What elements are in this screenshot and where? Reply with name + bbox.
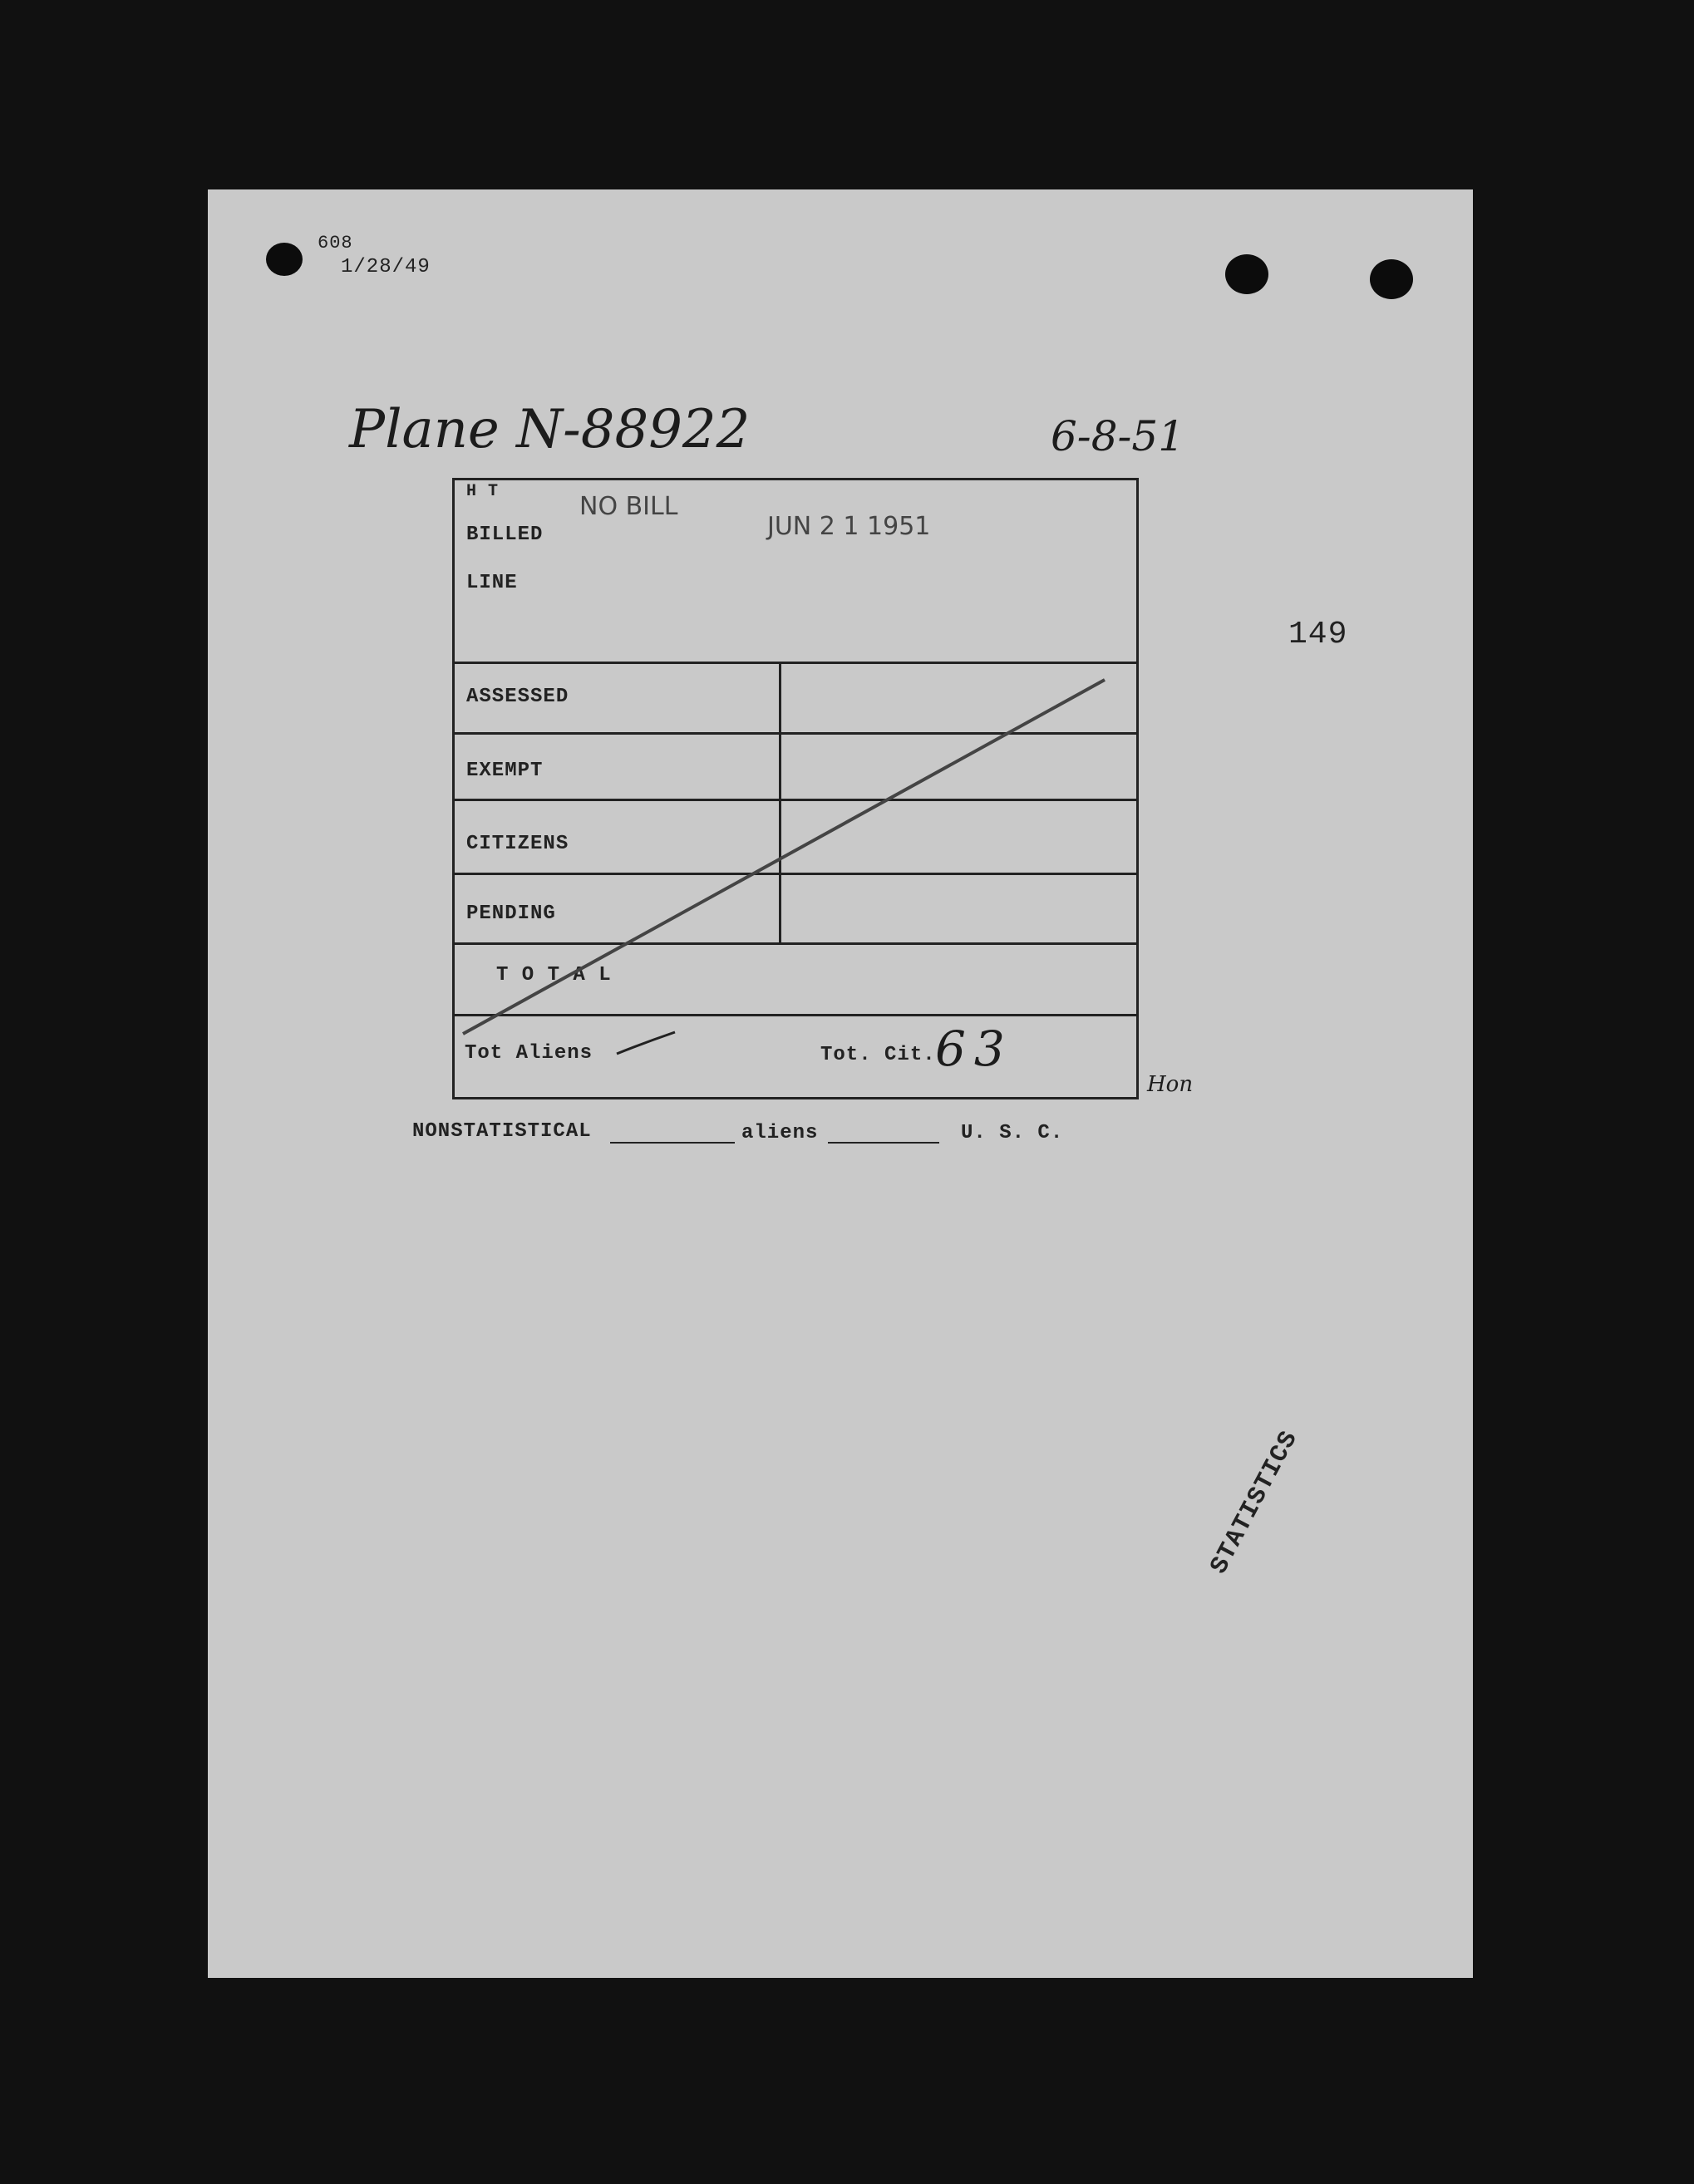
cancel-line-overlay xyxy=(455,480,1136,1097)
handwritten-initials: Hon xyxy=(1147,1072,1194,1097)
handwritten-tot-cit-value: 63 xyxy=(935,1021,1013,1077)
aliens-label: aliens xyxy=(741,1122,819,1144)
row-assessed: ASSESSED xyxy=(466,686,569,708)
aliens-blank xyxy=(828,1142,939,1144)
row-pending: PENDING xyxy=(466,903,556,925)
handwritten-date: 6-8-51 xyxy=(1051,412,1185,460)
punch-hole-right xyxy=(1370,259,1413,299)
row-total: T O T A L xyxy=(496,964,612,986)
statistics-stamp: STATISTICS xyxy=(1205,1426,1305,1579)
ht-label: H T xyxy=(466,482,500,501)
tot-aliens-label: Tot Aliens xyxy=(465,1042,593,1065)
nonstatistical-label: NONSTATISTICAL xyxy=(412,1120,592,1143)
page-number: 149 xyxy=(1288,617,1348,652)
punch-hole-left xyxy=(266,243,303,276)
handwritten-plane-number: Plane N-88922 xyxy=(349,399,751,460)
row-citizens: CITIZENS xyxy=(466,833,569,855)
diagonal-cancel-stroke xyxy=(463,680,1105,1034)
usc-label: U. S. C. xyxy=(961,1122,1064,1144)
nonstatistical-blank xyxy=(610,1142,735,1144)
tot-cit-label: Tot. Cit. xyxy=(820,1044,936,1066)
date-stamp: JUN 2 1 1951 xyxy=(767,512,931,541)
document-page xyxy=(208,189,1473,1978)
billed-label: BILLED xyxy=(466,524,544,546)
handwritten-dash xyxy=(617,1032,675,1054)
no-bill-stamp: NO BILL xyxy=(579,492,678,521)
row-exempt: EXEMPT xyxy=(466,760,544,782)
file-ref-line2: 1/28/49 xyxy=(341,256,431,278)
file-ref-line1: 608 xyxy=(318,233,353,253)
line-label: LINE xyxy=(466,572,518,594)
punch-hole-middle xyxy=(1225,254,1268,294)
manifest-form xyxy=(452,478,1139,1099)
